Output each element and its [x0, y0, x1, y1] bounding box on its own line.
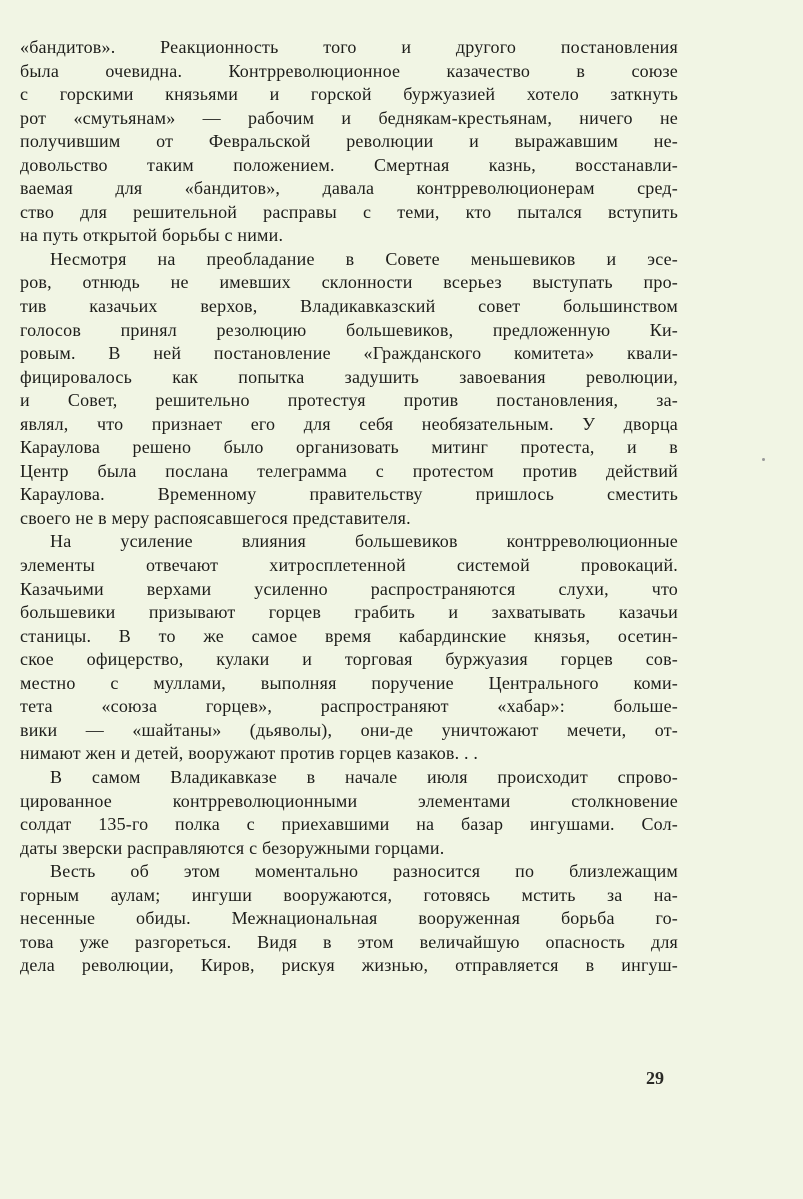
- text-line: с горскими князьями и горской буржуазией хотело заткнуть: [20, 84, 678, 105]
- text-line: ство для решительной расправы с теми, кто пытался вступить: [20, 201, 678, 222]
- text-line: несенные обиды. Межнациональная вооруженная борьба го-: [20, 908, 678, 929]
- text-line: ваемая для «бандитов», давала контрреволюционерам сред-: [20, 178, 678, 199]
- text-line: довольство таким положением. Смертная казнь, восстанавли-: [20, 154, 678, 175]
- scan-speck: [762, 458, 765, 461]
- text-line: цированное контрреволюционными элементами столкновение: [20, 790, 678, 811]
- text-line: большевики призывают горцев грабить и захватывать казачьи: [20, 602, 678, 623]
- text-line: тив казачьих верхов, Владикавказский совет большинством: [20, 296, 678, 317]
- text-line: на путь открытой борьбы с ними.: [20, 225, 284, 246]
- text-line: голосов принял резолюцию большевиков, предложенную Ки-: [20, 319, 678, 340]
- text-line: даты зверски расправляются с безоружными горцами.: [20, 837, 445, 858]
- text-line: ровым. В ней постановление «Гражданского комитета» квали-: [20, 343, 678, 364]
- text-line: и Совет, решительно протестуя против постановления, за-: [20, 390, 678, 411]
- text-line: Караулова. Временному правительству пришлось сместить: [20, 484, 678, 505]
- paragraph: [20, 530, 678, 765]
- page-number: 29: [646, 1068, 664, 1088]
- text-line: своего не в меру распоясавшегося представителя.: [20, 507, 411, 528]
- text-line: Караулова решено было организовать митинг протеста, и в: [20, 437, 678, 458]
- text-line: получившим от Февральской революции и выражавшим не-: [20, 131, 678, 152]
- text-line: ское офицерство, кулаки и торговая буржуазия горцев сов-: [20, 649, 678, 670]
- text-line: ров, отнюдь не имевших склонности всерьез выступать про-: [20, 272, 678, 293]
- text-line: това уже разгореться. Видя в этом величайшую опасность для: [20, 931, 678, 952]
- paragraph: [20, 248, 678, 531]
- text-line: горным аулам; ингуши вооружаются, готовясь мстить за на-: [20, 884, 678, 905]
- paragraph: [20, 766, 678, 860]
- text-line: рот «смутьянам» — рабочим и беднякам-крестьянам, ничего не: [20, 107, 678, 128]
- text-line: Несмотря на преобладание в Совете меньшевиков и эсе-: [50, 248, 678, 269]
- text-line: была очевидна. Контрреволюционное казачество в союзе: [20, 60, 678, 81]
- text-line: Казачьими верхами усиленно распространяются слухи, что: [20, 578, 678, 599]
- text-line: фицировалось как попытка задушить завоевания революции,: [20, 366, 678, 387]
- text-line: местно с муллами, выполняя поручение Центрального коми-: [20, 672, 678, 693]
- text-line: дела революции, Киров, рискуя жизнью, отправляется в ингуш-: [20, 955, 678, 976]
- text-line: В самом Владикавказе в начале июля происходит спрово-: [50, 766, 678, 787]
- text-line: Центр была послана телеграмма с протестом против действий: [20, 460, 678, 481]
- text-line: солдат 135-го полка с приехавшими на базар ингушами. Сол-: [20, 814, 678, 835]
- text-line: На усиление влияния большевиков контрреволюционные: [50, 531, 678, 552]
- text-line: нимают жен и детей, вооружают против горцев казаков. . .: [20, 743, 479, 764]
- text-line: «бандитов». Реакционность того и другого постановления: [20, 37, 678, 57]
- text-line: вики — «шайтаны» (дьяволы), они-де уничтожают мечети, от-: [20, 719, 678, 740]
- text-line: являл, что признает его для себя необязательным. У дворца: [20, 413, 678, 434]
- paragraph: [20, 860, 678, 978]
- page-text: [20, 36, 678, 978]
- text-line: тета «союза горцев», распространяют «хабар»: больше-: [20, 696, 678, 717]
- text-line: Весть об этом моментально разносится по близлежащим: [50, 861, 678, 882]
- text-line: станицы. В то же самое время кабардинские князья, осетин-: [20, 625, 678, 646]
- paragraph: [20, 36, 678, 248]
- text-line: элементы отвечают хитросплетенной системой провокаций.: [20, 555, 678, 576]
